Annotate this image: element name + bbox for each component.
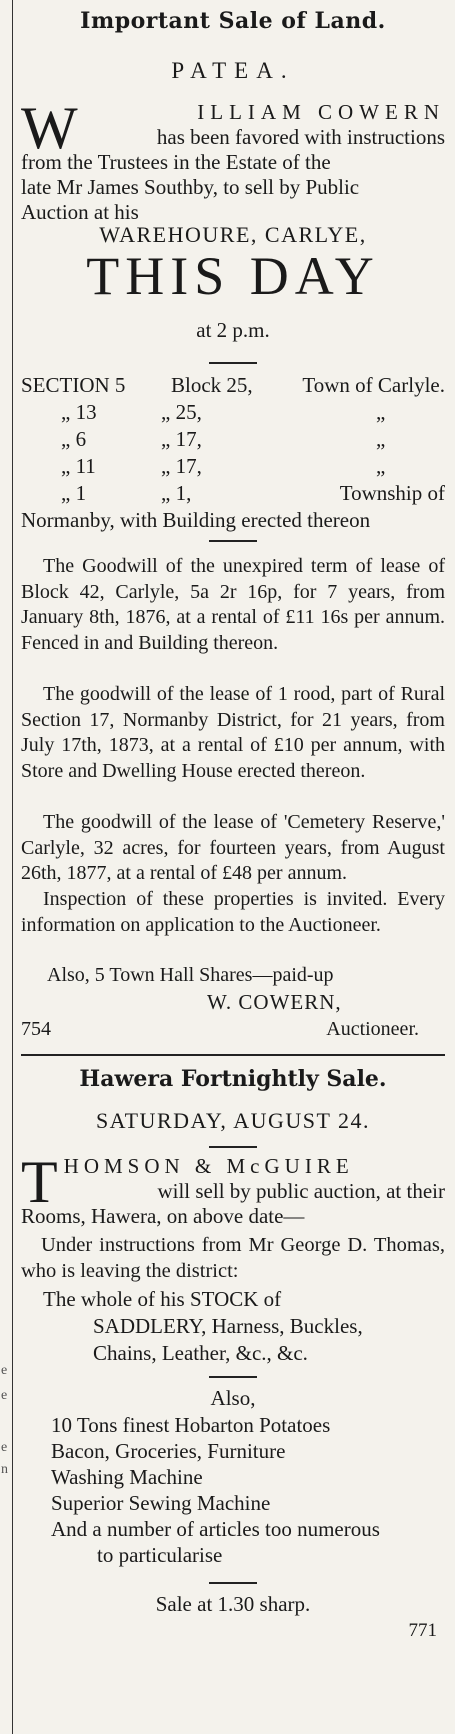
auctioneer-firm: HOMSON & McGUIRE xyxy=(63,1154,354,1178)
margin-letter: e xyxy=(1,1388,8,1403)
stock-line: The whole of his STOCK of xyxy=(43,1287,282,1311)
list-item: 10 Tons finest Hobarton Potatoes xyxy=(51,1413,331,1437)
intro-line: Auction at his xyxy=(21,200,139,224)
short-rule xyxy=(209,362,257,364)
auctioneer-signature: W. COWERN, xyxy=(207,990,342,1014)
list-item: Bacon, Groceries, Furniture xyxy=(51,1439,286,1463)
place-name: PATEA. xyxy=(171,58,295,83)
intro-line: Rooms, Hawera, on above date— xyxy=(21,1204,305,1228)
list-item: And a number of articles too numerous xyxy=(51,1517,380,1541)
intro-paragraph xyxy=(21,1149,445,1229)
also-shares: Also, 5 Town Hall Shares—paid-up xyxy=(47,964,334,986)
drop-cap: T xyxy=(21,1149,58,1215)
list-item-continuation: to particularise xyxy=(97,1543,223,1567)
intro-line: from the Trustees in the Estate of the xyxy=(21,150,331,174)
goodwill-rural-section: The goodwill of the lease of 1 rood, part of Rural Section 17, Normanby District, for 21 years, from July 17th, 1873, at a rental of £10 per annum, with Store and Dwelling House erected thereon. xyxy=(21,683,445,782)
intro-line: will sell by public auction, at their xyxy=(157,1179,445,1203)
section-row: „ 13 „ 25, „ xyxy=(61,400,386,424)
margin-letter: n xyxy=(1,1462,8,1477)
ad-heading: Hawera Fortnightly Sale. xyxy=(79,1066,387,1092)
margin-letter: e xyxy=(1,1363,8,1378)
goodwill-cemetery-reserve: The goodwill of the lease of 'Cemetery Reserve,' Carlyle, 32 acres, for fourteen years, from August 26th, 1877, at a rental of £48 per annum. xyxy=(21,811,445,884)
sections-list xyxy=(21,372,445,534)
instructions: Under instructions from Mr George D. Thomas, who is leaving the district: xyxy=(21,1234,445,1282)
auctioneer-name: ILLIAM COWERN xyxy=(197,100,445,124)
inspection-note: Inspection of these properties is invited. Every information on application to the Auctioneer. xyxy=(21,888,445,936)
ad-reference-number: 771 xyxy=(408,1620,437,1641)
list-item: Washing Machine xyxy=(51,1465,203,1489)
auctioneer-title: Auctioneer. xyxy=(326,1018,419,1040)
ad-heading: Important Sale of Land. xyxy=(80,8,386,34)
short-rule xyxy=(209,1582,257,1584)
section-row: SECTION 5 Block 25, Town of Carlyle. xyxy=(21,373,445,397)
intro-paragraph xyxy=(21,95,445,225)
items-list xyxy=(51,1412,445,1568)
also-label: Also, xyxy=(210,1386,256,1410)
ad-reference-number: 754 xyxy=(21,1018,51,1040)
sale-time: Sale at 1.30 sharp. xyxy=(155,1592,311,1616)
stock-line: Chains, Leather, &c., &c. xyxy=(93,1341,308,1365)
section-tail: Normanby, with Building erected thereon xyxy=(21,508,371,532)
drop-cap: W xyxy=(21,95,78,161)
short-rule xyxy=(209,540,257,542)
intro-line: has been favored with instructions xyxy=(156,125,445,149)
section-row: „ 11 „ 17, „ xyxy=(61,454,386,478)
list-item: Superior Sewing Machine xyxy=(51,1491,271,1515)
goodwill-block-42: The Goodwill of the unexpired term of lease of Block 42, Carlyle, 5a 2r 16p, for 7 years, from January 8th, 1876, at a rental of £11 16s per annum. Fenced in and Building thereon. xyxy=(21,555,445,654)
section-row: „ 6 „ 17, „ xyxy=(61,427,386,451)
ad-divider xyxy=(21,1054,445,1056)
stock-line: SADDLERY, Harness, Buckles, xyxy=(93,1314,363,1338)
intro-line: late Mr James Southby, to sell by Public xyxy=(21,175,360,199)
section-row: „ 1 „ 1, Township of xyxy=(61,481,445,505)
this-day-banner: THIS DAY xyxy=(86,246,380,306)
margin-letter: e xyxy=(1,1440,8,1455)
short-rule xyxy=(209,1376,257,1378)
venue: WAREHOURE, CARLYE, xyxy=(99,222,367,247)
sale-time: at 2 p.m. xyxy=(196,318,270,342)
short-rule xyxy=(209,1146,257,1148)
newspaper-column xyxy=(12,0,450,1734)
sale-date: SATURDAY, AUGUST 24. xyxy=(95,1108,371,1133)
left-margin-fragments xyxy=(0,0,12,1734)
stock-description xyxy=(21,1286,445,1367)
